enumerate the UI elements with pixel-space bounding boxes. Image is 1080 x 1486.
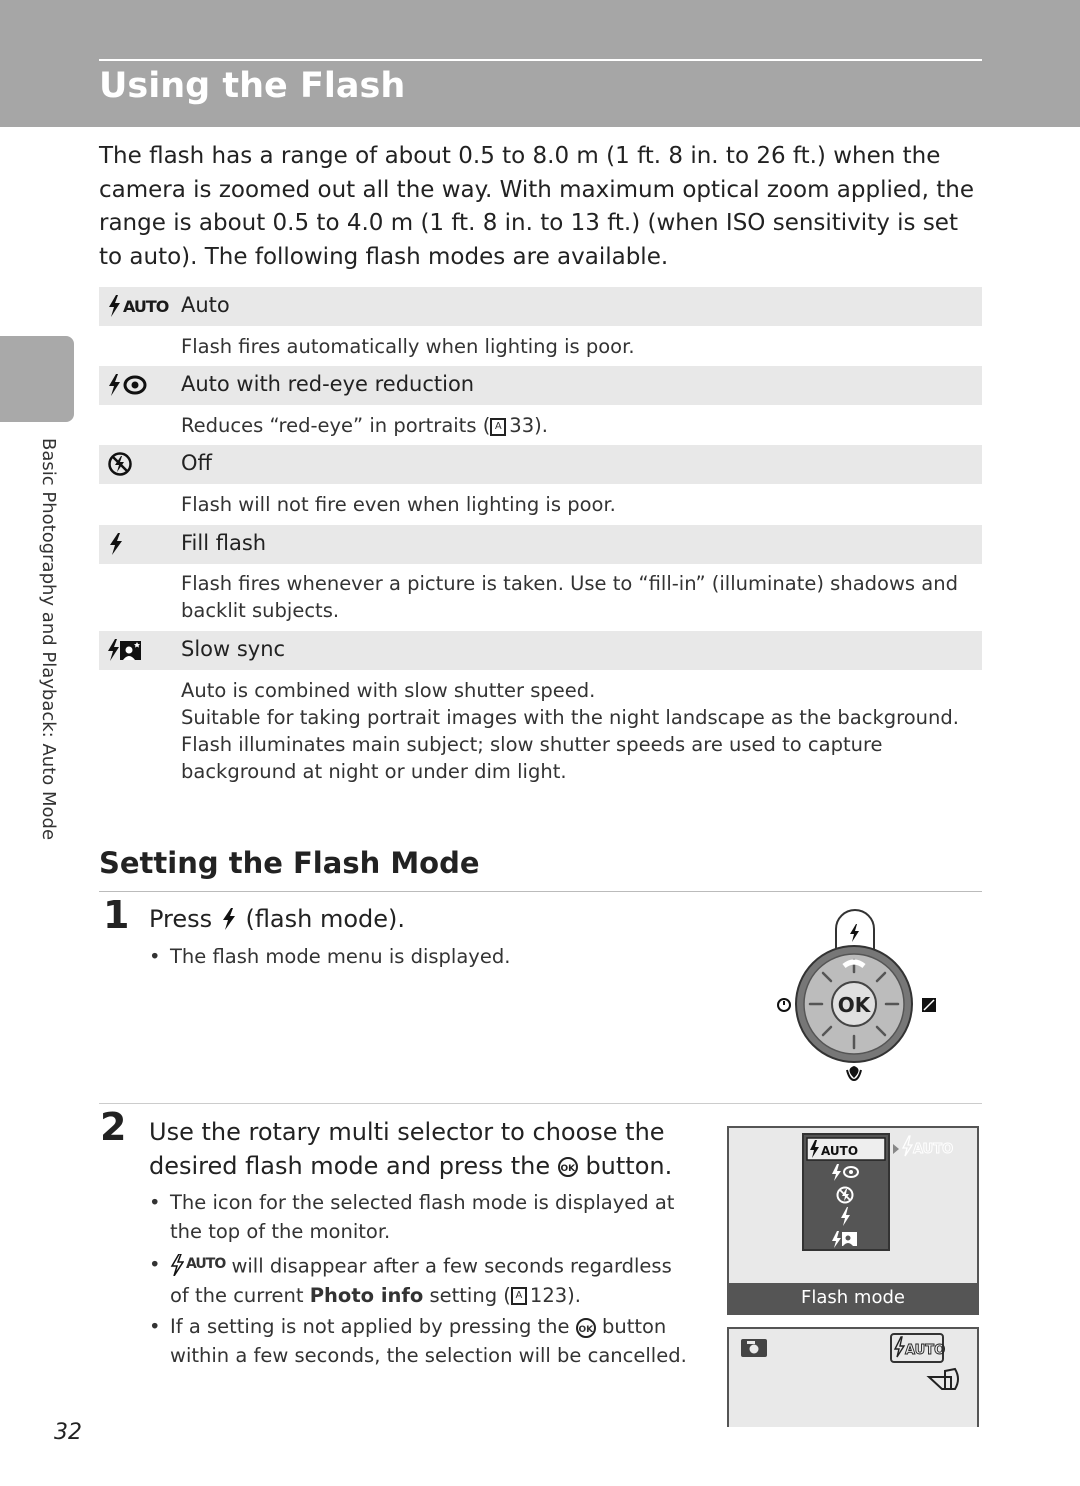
step-title: Press (flash mode).: [149, 905, 406, 933]
mode-desc: Flash fires whenever a picture is taken. Use to “fill-in” (illuminate) shadows and backlit subjects.: [181, 572, 958, 622]
step-bullet: • The flash mode menu is displayed.: [149, 945, 511, 968]
flash-off-icon: [107, 452, 133, 476]
ok-button-icon: OK: [558, 1157, 578, 1177]
mode-row-auto: [99, 287, 982, 326]
fill-flash-icon: [107, 532, 125, 556]
self-timer-icon: [778, 999, 790, 1011]
mode-label: Slow sync: [181, 637, 286, 661]
mode-row-off: [99, 445, 982, 484]
auto-mode-camera-icon: [741, 1339, 767, 1357]
red-eye-reduction-icon: [107, 373, 147, 397]
section-heading: Setting the Flash Mode: [99, 846, 480, 880]
ok-button-icon: OK: [576, 1318, 596, 1338]
step-divider: [99, 1103, 982, 1104]
ok-button-label: OK: [837, 993, 871, 1017]
mode-label: Off: [181, 451, 212, 475]
step-bullet: • The icon for the selected flash mode is displayed at the top of the monitor.: [149, 1191, 675, 1243]
monitor-shooting-screen: [727, 1327, 979, 1427]
step-bullet: • If a setting is not applied by pressing the OK button within a few seconds, the selection will be cancelled.: [149, 1315, 687, 1367]
vibration-reduction-icon: [929, 1369, 958, 1389]
flash-auto-icon: AUTO: [170, 1250, 225, 1279]
book-ref-icon: A: [490, 418, 506, 436]
svg-text:AUTO: AUTO: [913, 1142, 954, 1157]
page-number: 32: [54, 1420, 82, 1445]
svg-text:AUTO: AUTO: [821, 1144, 859, 1158]
macro-mode-icon: [847, 1066, 861, 1080]
header-band: [0, 0, 1080, 127]
mode-label: Auto with red-eye reduction: [181, 372, 475, 396]
svg-text:AUTO: AUTO: [905, 1343, 946, 1358]
flash-mode-icon: [220, 907, 238, 931]
mode-desc: Reduces “red-eye” in portraits ( A 33).: [181, 414, 548, 437]
menu-caption: Flash mode: [729, 1283, 977, 1313]
mode-row-fill-flash: [99, 525, 982, 564]
mode-row-red-eye: [99, 366, 982, 405]
monitor-flash-mode-menu: [727, 1126, 979, 1315]
chapter-label: Basic Photography and Playback: Auto Mode: [38, 438, 59, 841]
mode-label: Fill flash: [181, 531, 267, 555]
page-title: Using the Flash: [99, 66, 406, 106]
header-rule: [99, 59, 982, 61]
book-ref-icon: A: [511, 1287, 527, 1305]
step-bullet: • AUTO will disappear after a few seconds regardless of the current Photo info setting ( A 123).: [149, 1250, 694, 1310]
step-number: 2: [100, 1105, 127, 1149]
chapter-tab: [0, 336, 74, 422]
step-number: 1: [103, 893, 130, 937]
section-rule: [99, 891, 982, 892]
step-title: Use the rotary multi selector to choose the desired flash mode and press the OK button.: [149, 1118, 673, 1180]
intro-paragraph: The flash has a range of about 0.5 to 8.0 m (1 ft. 8 in. to 26 ft.) when the camera is zoomed out all the way. With maximum optical zoom applied, the range is about 0.5 to 4.0 m (1 ft. 8 in. to 13 ft.) (when ISO sensitivity is set to auto). The following flash modes are available.: [99, 143, 974, 270]
mode-desc-slow-sync: Auto is combined with slow shutter speed. Suitable for taking portrait images with the night landscape as the background. Flash illuminates main subject; slow shutter speeds are used to capture background at night or under dim light.: [181, 679, 959, 783]
slow-sync-icon: [107, 638, 143, 662]
mode-desc: Flash will not fire even when lighting is poor.: [181, 493, 616, 516]
flash-auto-icon: [903, 1136, 912, 1156]
mode-row-slow-sync: [99, 631, 982, 670]
flash-auto-icon: AUTO: [107, 294, 168, 318]
exposure-compensation-icon: [922, 998, 936, 1012]
mode-desc: Flash fires automatically when lighting is poor.: [181, 335, 635, 358]
slow-sync-icon: [832, 1231, 857, 1248]
mode-label: Auto: [181, 293, 230, 317]
rotary-multi-selector: [770, 908, 946, 1088]
